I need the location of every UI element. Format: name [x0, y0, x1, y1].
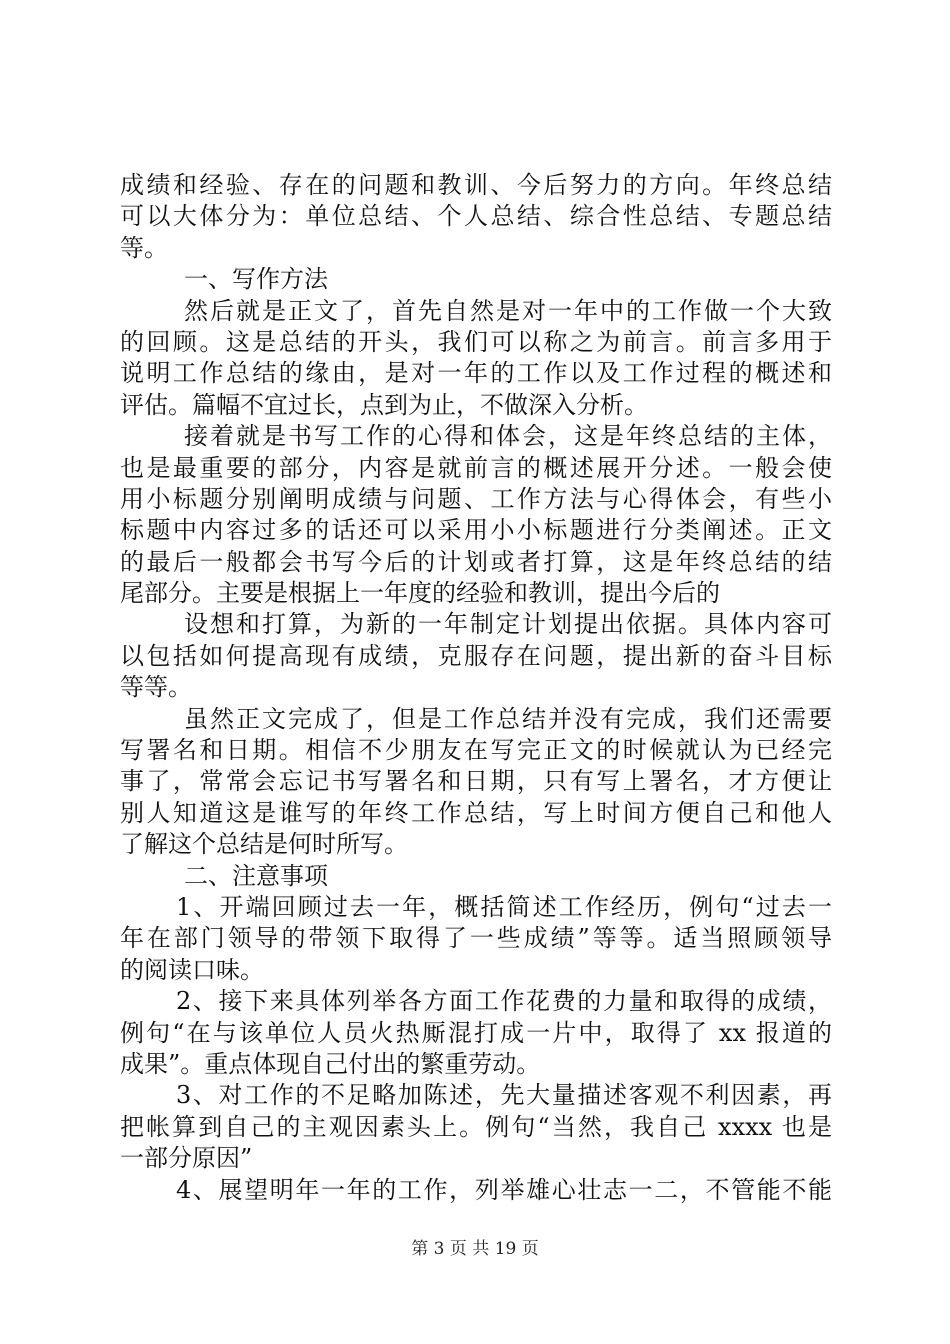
text-line: 标题中内容过多的话还可以采用小小标题进行分类阐述。正文 — [120, 516, 832, 545]
text-line: 的回顾。这是总结的开头，我们可以称之为前言。前言多用于 — [120, 327, 832, 356]
text-line: 4、展望明年一年的工作，列举雄心壮志一二，不管能不能 — [176, 1175, 832, 1204]
text-line: 3、对工作的不足略加陈述，先大量描述客观不利因素，再 — [176, 1081, 832, 1110]
text-line: 写署名和日期。相信不少朋友在写完正文的时候就认为已经完 — [120, 736, 832, 765]
text-line: 别人知道这是谁写的年终工作总结，写上时间方便自己和他人 — [120, 798, 832, 827]
text-line: 也是最重要的部分，内容是就前言的概述展开分述。一般会使 — [120, 453, 832, 482]
text-line: 例句“在与该单位人员火热厮混打成一片中，取得了 xx 报道的 — [120, 1018, 832, 1047]
text-line: 然后就是正文了，首先自然是对一年中的工作做一个大致 — [184, 296, 832, 325]
text-line: 用小标题分别阐明成绩与问题、工作方法与心得体会，有些小 — [120, 484, 832, 513]
text-line: 等等。 — [120, 673, 192, 702]
text-line: 了解这个总结是何时所写。 — [120, 830, 408, 859]
text-line: 成绩和经验、存在的问题和教训、今后努力的方向。年终总结 — [120, 171, 832, 199]
document-body — [120, 170, 832, 1206]
text-line: 一部分原因” — [120, 1144, 253, 1173]
text-line: 成果”。重点体现自己付出的繁重劳动。 — [120, 1049, 541, 1078]
text-line: 设想和打算，为新的一年制定计划提出依据。具体内容可 — [184, 610, 832, 639]
text-line: 等。 — [120, 233, 168, 262]
text-line: 的阅读口味。 — [120, 955, 264, 984]
text-line: 可以大体分为：单位总结、个人总结、综合性总结、专题总结 — [120, 202, 832, 231]
text-line: 一、写作方法 — [184, 265, 328, 294]
text-line: 年在部门领导的带领下取得了一些成绩”等等。适当照顾领导 — [120, 924, 832, 953]
text-line: 尾部分。主要是根据上一年度的经验和教训，提出今后的 — [120, 579, 720, 608]
text-line: 虽然正文完成了，但是工作总结并没有完成，我们还需要 — [184, 704, 832, 733]
text-line: 二、注意事项 — [184, 861, 328, 890]
text-line: 1、开端回顾过去一年，概括简述工作经历，例句“过去一 — [176, 892, 832, 921]
text-line: 以包括如何提高现有成绩，克服存在问题，提出新的奋斗目标 — [120, 641, 832, 670]
text-line: 的最后一般都会书写今后的计划或者打算，这是年终总结的结 — [120, 547, 832, 576]
text-line: 事了，常常会忘记书写署名和日期，只有写上署名，才方便让 — [120, 767, 832, 796]
page-footer: 第 3 页 共 19 页 — [411, 1239, 539, 1259]
text-line: 评估。篇幅不宜过长，点到为止，不做深入分析。 — [120, 390, 648, 419]
text-line: 把帐算到自己的主观因素头上。例句“当然，我自己 xxxx 也是 — [120, 1112, 832, 1141]
text-line: 说明工作总结的缘由，是对一年的工作以及工作过程的概述和 — [120, 359, 832, 388]
text-line: 接着就是书写工作的心得和体会，这是年终总结的主体， — [184, 422, 832, 451]
text-line: 2、接下来具体列举各方面工作花费的力量和取得的成绩， — [176, 987, 832, 1016]
